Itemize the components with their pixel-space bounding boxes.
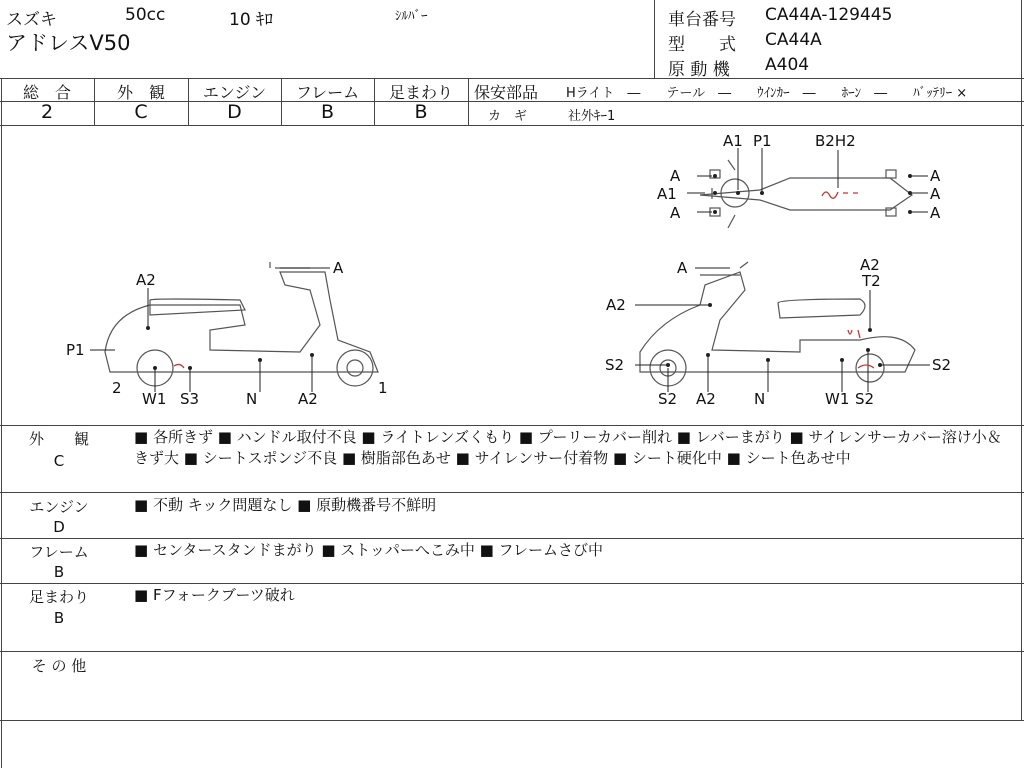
- exterior-section-grade: C: [53, 452, 65, 470]
- frame-grade-label: フレーム: [295, 83, 360, 102]
- label-a2: A2: [606, 296, 626, 314]
- suspension-grade: B: [414, 101, 428, 123]
- label-w1: W1: [825, 390, 850, 408]
- engine-section-grade: D: [53, 518, 65, 536]
- label-a: A: [670, 204, 681, 222]
- overall-label: 総 合: [22, 83, 71, 102]
- label-2: 2: [112, 379, 122, 397]
- other-section-title: そ の 他: [31, 657, 87, 675]
- mileage: 10 ｷﾛ: [229, 10, 274, 30]
- label-s2: S2: [605, 356, 625, 374]
- divider: [0, 538, 1024, 539]
- label-a2: A2: [136, 271, 156, 289]
- suspension-grade-label: 足まわり: [388, 83, 453, 102]
- label-a: A: [930, 185, 941, 203]
- safety-parts-items: Hライト ― テール ― ｳｲﾝｶｰ ― ﾎｰﾝ ― ﾊﾞｯﾃﾘｰ ×: [566, 86, 968, 101]
- label-a2: A2: [298, 390, 318, 408]
- scooter-top-view: [700, 160, 912, 228]
- frame-no-label: 車台番号: [668, 10, 736, 30]
- key-label: カ ギ: [488, 109, 528, 124]
- engine-grade: D: [227, 101, 242, 123]
- type-label: 型 式: [668, 35, 736, 55]
- label-t2: T2: [862, 272, 881, 290]
- label-n: N: [754, 390, 766, 408]
- label-a2: A2: [860, 256, 880, 274]
- suspension-remarks: ■ Fフォークブーツ破れ: [134, 586, 295, 604]
- exterior-section-title: 外 観: [28, 430, 89, 448]
- exterior-remarks: ■ 各所きず ■ ハンドル取付不良 ■ ライトレンズくもり ■ プーリーカバー削れ ■ レバーまがり ■ サイレンサーカバー溶け小＆きず大 ■ シートスポンジ不良 ■ 樹脂部色あせ ■ サイレンサー付着物 ■ シート硬化中 ■ シート色あせ中: [134, 428, 1002, 467]
- label-a: A: [930, 167, 941, 185]
- label-s3: S3: [180, 390, 200, 408]
- suspension-section-title: 足まわり: [28, 588, 89, 606]
- key-value: 社外ｷｰ1: [568, 109, 616, 124]
- frame-grade: B: [320, 101, 335, 123]
- label-n: N: [246, 390, 258, 408]
- label-a2: A2: [696, 390, 716, 408]
- divider: [0, 425, 1024, 426]
- model-name: アドレスV50: [6, 31, 131, 55]
- label-a1: A1: [723, 132, 743, 150]
- displacement: 50cc: [125, 5, 166, 25]
- label-1: 1: [378, 379, 388, 397]
- label-a: A: [333, 259, 344, 277]
- frame-no-value: CA44A-129445: [765, 5, 893, 25]
- divider: [654, 0, 655, 78]
- label-w1: W1: [142, 390, 167, 408]
- safety-parts-label: 保安部品: [474, 83, 539, 102]
- engine-section-title: エンジン: [29, 498, 89, 516]
- divider: [0, 78, 1024, 79]
- type-value: CA44A: [765, 30, 822, 50]
- engine-label: 原 動 機: [668, 60, 730, 80]
- frame-section-title: フレーム: [29, 543, 89, 561]
- engine-grade-label: エンジン: [202, 83, 267, 102]
- damage-mark-red: [174, 192, 874, 368]
- engine-remarks: ■ 不動 キック問題なし ■ 原動機番号不鮮明: [134, 496, 437, 514]
- divider: [0, 492, 1024, 493]
- divider: [0, 651, 1024, 652]
- suspension-section-grade: B: [53, 609, 65, 627]
- label-s2: S2: [932, 356, 952, 374]
- divider: [0, 583, 1024, 584]
- label-a: A: [670, 167, 681, 185]
- divider: [468, 101, 1024, 102]
- label-p1: P1: [753, 132, 772, 150]
- divider: [0, 720, 1024, 721]
- label-p1: P1: [66, 341, 85, 359]
- label-s2: S2: [855, 390, 875, 408]
- divider: [468, 78, 469, 125]
- label-a: A: [677, 259, 688, 277]
- label-a: A: [930, 204, 941, 222]
- label-b2h2: B2H2: [815, 132, 856, 150]
- exterior-label: 外 観: [116, 83, 165, 102]
- overall-grade: 2: [40, 101, 54, 123]
- exterior-grade: C: [134, 101, 148, 123]
- maker: スズキ: [6, 10, 57, 30]
- frame-section-grade: B: [53, 563, 65, 581]
- engine-value: A404: [765, 55, 810, 75]
- damage-diagram: [0, 125, 1024, 425]
- color: ｼﾙﾊﾞｰ: [395, 9, 428, 24]
- frame-remarks: ■ センタースタンドまがり ■ ストッパーへこみ中 ■ フレームさび中: [134, 541, 603, 559]
- label-s2: S2: [658, 390, 678, 408]
- label-a1: A1: [657, 185, 677, 203]
